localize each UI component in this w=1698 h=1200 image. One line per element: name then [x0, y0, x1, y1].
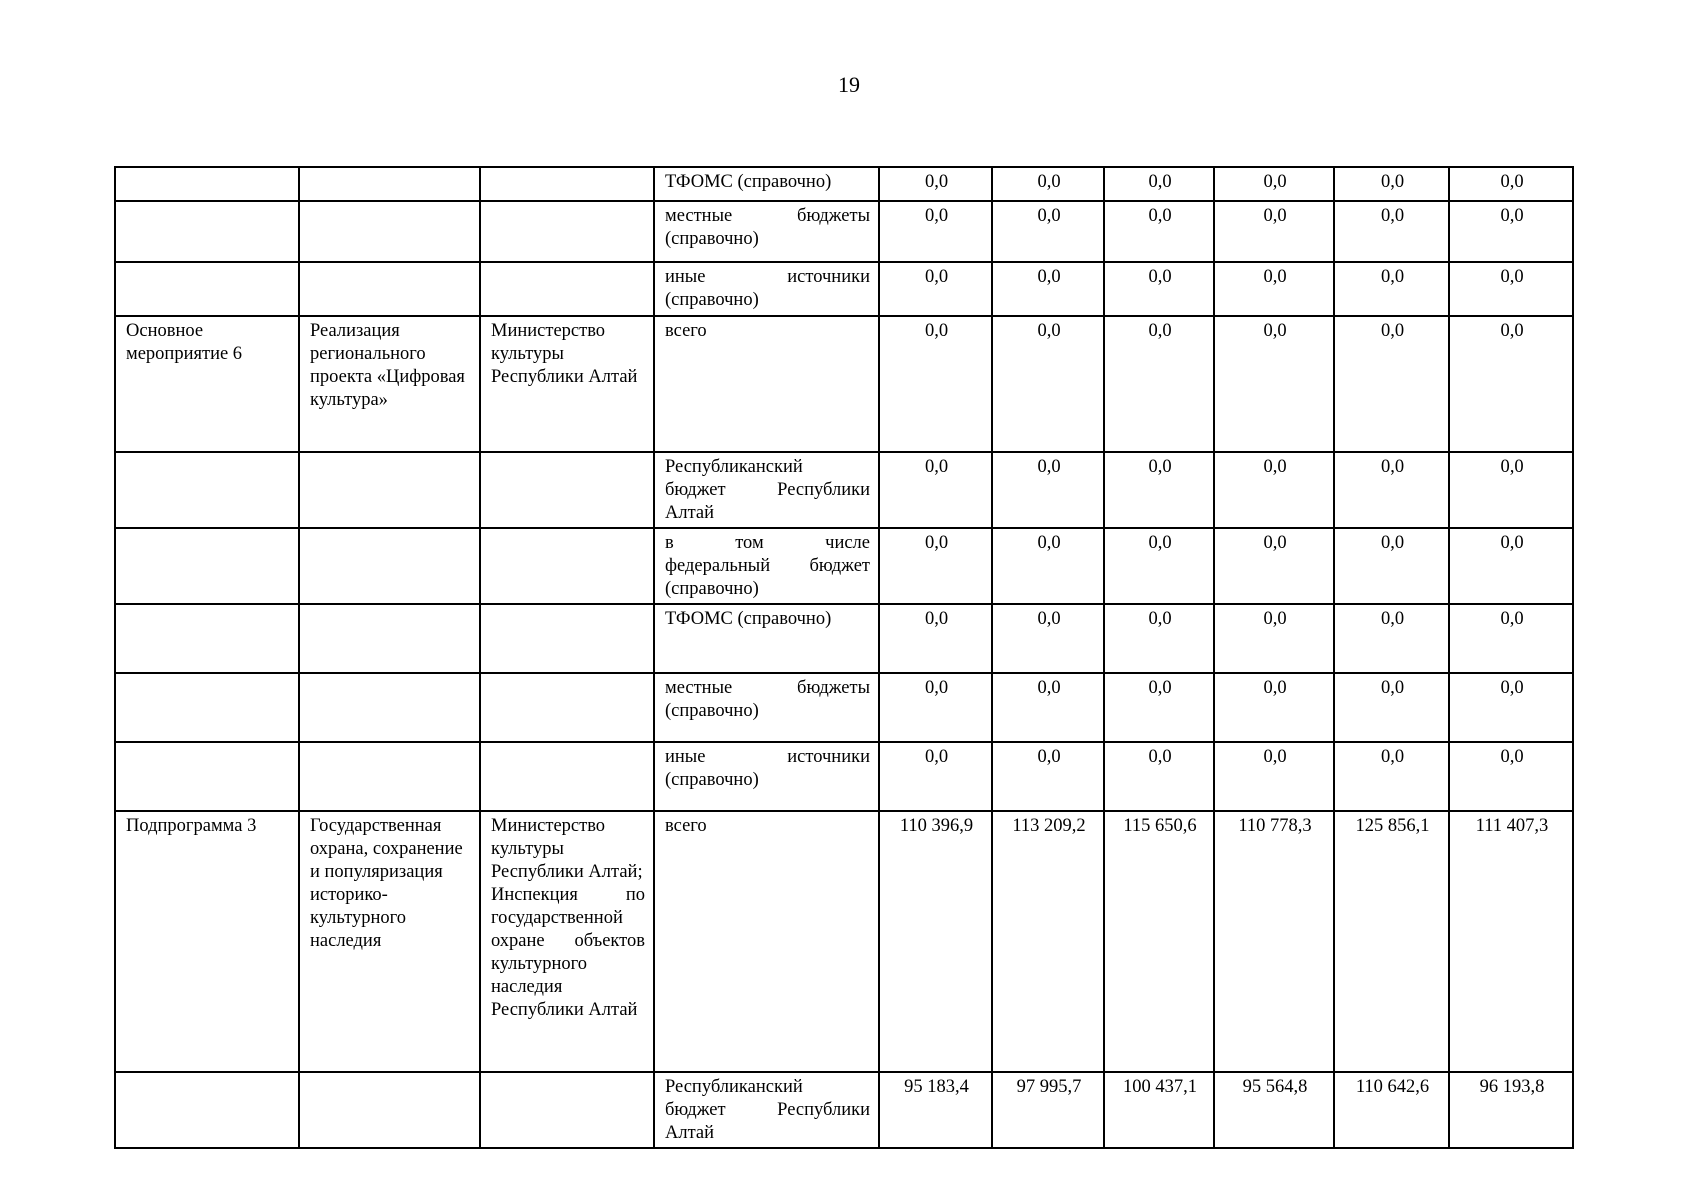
event-cell: Подпрограмма 3: [115, 811, 299, 1072]
executor-ministry: Министерство культуры Республики Алтай;: [491, 816, 643, 882]
value-cell: 0,0: [1104, 528, 1214, 604]
executor-cell: Министерство культуры Республики Алтай: [480, 316, 654, 452]
value-cell: 0,0: [992, 528, 1104, 604]
title-cell: [299, 742, 480, 811]
value-cell: 0,0: [879, 604, 992, 673]
value-cell: 0,0: [879, 262, 992, 316]
value-cell: 0,0: [1449, 316, 1573, 452]
value-cell: 0,0: [1214, 528, 1334, 604]
value-cell: 0,0: [1334, 673, 1449, 742]
value-cell: 0,0: [1334, 452, 1449, 528]
table-row: [115, 1072, 1573, 1148]
value-cell: 97 995,7: [992, 1072, 1104, 1148]
value-cell: 0,0: [1334, 316, 1449, 452]
value-cell: 0,0: [1214, 201, 1334, 262]
value-cell: 0,0: [1449, 742, 1573, 811]
value-cell: 0,0: [1104, 201, 1214, 262]
source-line: Республиканский: [665, 1077, 803, 1097]
source-line: ТФОМС (справочно): [665, 609, 832, 629]
table-row: [115, 742, 1573, 811]
source-cell: [654, 452, 879, 528]
event-cell: [115, 604, 299, 673]
value-cell: 0,0: [1334, 604, 1449, 673]
source-cell: [654, 604, 879, 673]
table-row: [115, 528, 1573, 604]
title-cell: [299, 452, 480, 528]
value-cell: 0,0: [992, 604, 1104, 673]
value-cell: 0,0: [1334, 167, 1449, 201]
title-cell: [299, 528, 480, 604]
value-cell: 0,0: [1104, 742, 1214, 811]
title-cell: Реализация регионального проекта «Цифровая культура»: [299, 316, 480, 452]
event-cell: [115, 528, 299, 604]
executor-cell: [480, 167, 654, 201]
source-line: всего: [665, 321, 707, 341]
value-cell: 0,0: [1104, 673, 1214, 742]
title-cell: [299, 1072, 480, 1148]
value-cell: 0,0: [992, 316, 1104, 452]
executor-cell: [480, 1072, 654, 1148]
source-line: Республиканский: [665, 457, 803, 477]
event-cell: [115, 673, 299, 742]
value-cell: 0,0: [1334, 742, 1449, 811]
source-line: (справочно): [665, 229, 759, 249]
source-line: в том числе: [665, 533, 870, 553]
value-cell: 0,0: [1449, 673, 1573, 742]
value-cell: 110 642,6: [1334, 1072, 1449, 1148]
value-cell: 0,0: [879, 167, 992, 201]
value-cell: 0,0: [992, 673, 1104, 742]
source-cell: [654, 201, 879, 262]
value-cell: 0,0: [992, 452, 1104, 528]
value-cell: 0,0: [1104, 452, 1214, 528]
source-cell: [654, 811, 879, 1072]
event-cell: [115, 742, 299, 811]
source-line: всего: [665, 816, 707, 836]
value-cell: 0,0: [1449, 262, 1573, 316]
source-cell: [654, 742, 879, 811]
value-cell: 0,0: [1449, 452, 1573, 528]
title-cell: Государственная охрана, сохранение и популяризация историко-культурного наследия: [299, 811, 480, 1072]
source-line: иные источники: [665, 747, 870, 767]
value-cell: 0,0: [1214, 673, 1334, 742]
value-cell: 0,0: [1334, 201, 1449, 262]
value-cell: 0,0: [992, 262, 1104, 316]
value-cell: 0,0: [879, 742, 992, 811]
executor-cell: [480, 673, 654, 742]
table-row: [115, 604, 1573, 673]
table-row: [115, 316, 1573, 452]
event-cell: Основное мероприятие 6: [115, 316, 299, 452]
table-row: [115, 201, 1573, 262]
source-cell: [654, 316, 879, 452]
value-cell: 0,0: [1334, 262, 1449, 316]
title-cell: [299, 201, 480, 262]
source-line: иные источники: [665, 267, 870, 287]
executor-cell: [480, 262, 654, 316]
source-cell: [654, 167, 879, 201]
value-cell: 95 183,4: [879, 1072, 992, 1148]
value-cell: 0,0: [1214, 604, 1334, 673]
source-line: местные бюджеты: [665, 206, 870, 226]
value-cell: 0,0: [1214, 316, 1334, 452]
event-cell: [115, 1072, 299, 1148]
value-cell: 113 209,2: [992, 811, 1104, 1072]
source-line: (справочно): [665, 290, 759, 310]
value-cell: 0,0: [879, 201, 992, 262]
event-cell: [115, 201, 299, 262]
value-cell: 0,0: [992, 167, 1104, 201]
value-cell: 0,0: [1334, 528, 1449, 604]
table-row: [115, 452, 1573, 528]
value-cell: 100 437,1: [1104, 1072, 1214, 1148]
title-cell: [299, 673, 480, 742]
source-cell: [654, 528, 879, 604]
value-cell: 111 407,3: [1449, 811, 1573, 1072]
value-cell: 110 396,9: [879, 811, 992, 1072]
value-cell: 0,0: [1449, 201, 1573, 262]
executor-cell: [480, 742, 654, 811]
value-cell: 96 193,8: [1449, 1072, 1573, 1148]
executor-cell: [480, 811, 654, 1072]
executor-cell: [480, 452, 654, 528]
source-line: местные бюджеты: [665, 678, 870, 698]
value-cell: 0,0: [1104, 167, 1214, 201]
table-row: [115, 167, 1573, 201]
source-line: бюджет Республики: [665, 480, 870, 500]
executor-cell: [480, 201, 654, 262]
table-row: [115, 673, 1573, 742]
title-cell: [299, 604, 480, 673]
executor-inspection: Инспекция по государственной охране объектов культурного наследия Республики Алтай: [491, 885, 645, 1020]
value-cell: 0,0: [879, 528, 992, 604]
source-line: федеральный бюджет: [665, 556, 870, 576]
value-cell: 0,0: [1214, 742, 1334, 811]
source-cell: [654, 673, 879, 742]
value-cell: 0,0: [1449, 167, 1573, 201]
value-cell: 0,0: [1104, 316, 1214, 452]
event-cell: [115, 452, 299, 528]
value-cell: 0,0: [992, 201, 1104, 262]
source-line: Алтай: [665, 503, 715, 523]
value-cell: 0,0: [879, 316, 992, 452]
table-row: [115, 262, 1573, 316]
source-cell: [654, 262, 879, 316]
event-cell: [115, 262, 299, 316]
source-cell: [654, 1072, 879, 1148]
page-number: 19: [838, 72, 860, 97]
title-cell: [299, 262, 480, 316]
source-line: бюджет Республики: [665, 1100, 870, 1120]
value-cell: 95 564,8: [1214, 1072, 1334, 1148]
source-line: (справочно): [665, 579, 759, 599]
source-line: (справочно): [665, 701, 759, 721]
source-line: Алтай: [665, 1123, 715, 1143]
value-cell: 0,0: [1104, 604, 1214, 673]
value-cell: 0,0: [1214, 167, 1334, 201]
value-cell: 115 650,6: [1104, 811, 1214, 1072]
value-cell: 0,0: [1449, 528, 1573, 604]
value-cell: 0,0: [879, 673, 992, 742]
executor-cell: [480, 604, 654, 673]
source-line: ТФОМС (справочно): [665, 172, 832, 192]
value-cell: 0,0: [1214, 452, 1334, 528]
value-cell: 125 856,1: [1334, 811, 1449, 1072]
value-cell: 0,0: [879, 452, 992, 528]
value-cell: 0,0: [1449, 604, 1573, 673]
value-cell: 110 778,3: [1214, 811, 1334, 1072]
source-line: (справочно): [665, 770, 759, 790]
value-cell: 0,0: [1104, 262, 1214, 316]
value-cell: 0,0: [992, 742, 1104, 811]
budget-table: [114, 166, 1574, 1149]
executor-cell: [480, 528, 654, 604]
title-cell: [299, 167, 480, 201]
value-cell: 0,0: [1214, 262, 1334, 316]
table-row: [115, 811, 1573, 1072]
event-cell: [115, 167, 299, 201]
